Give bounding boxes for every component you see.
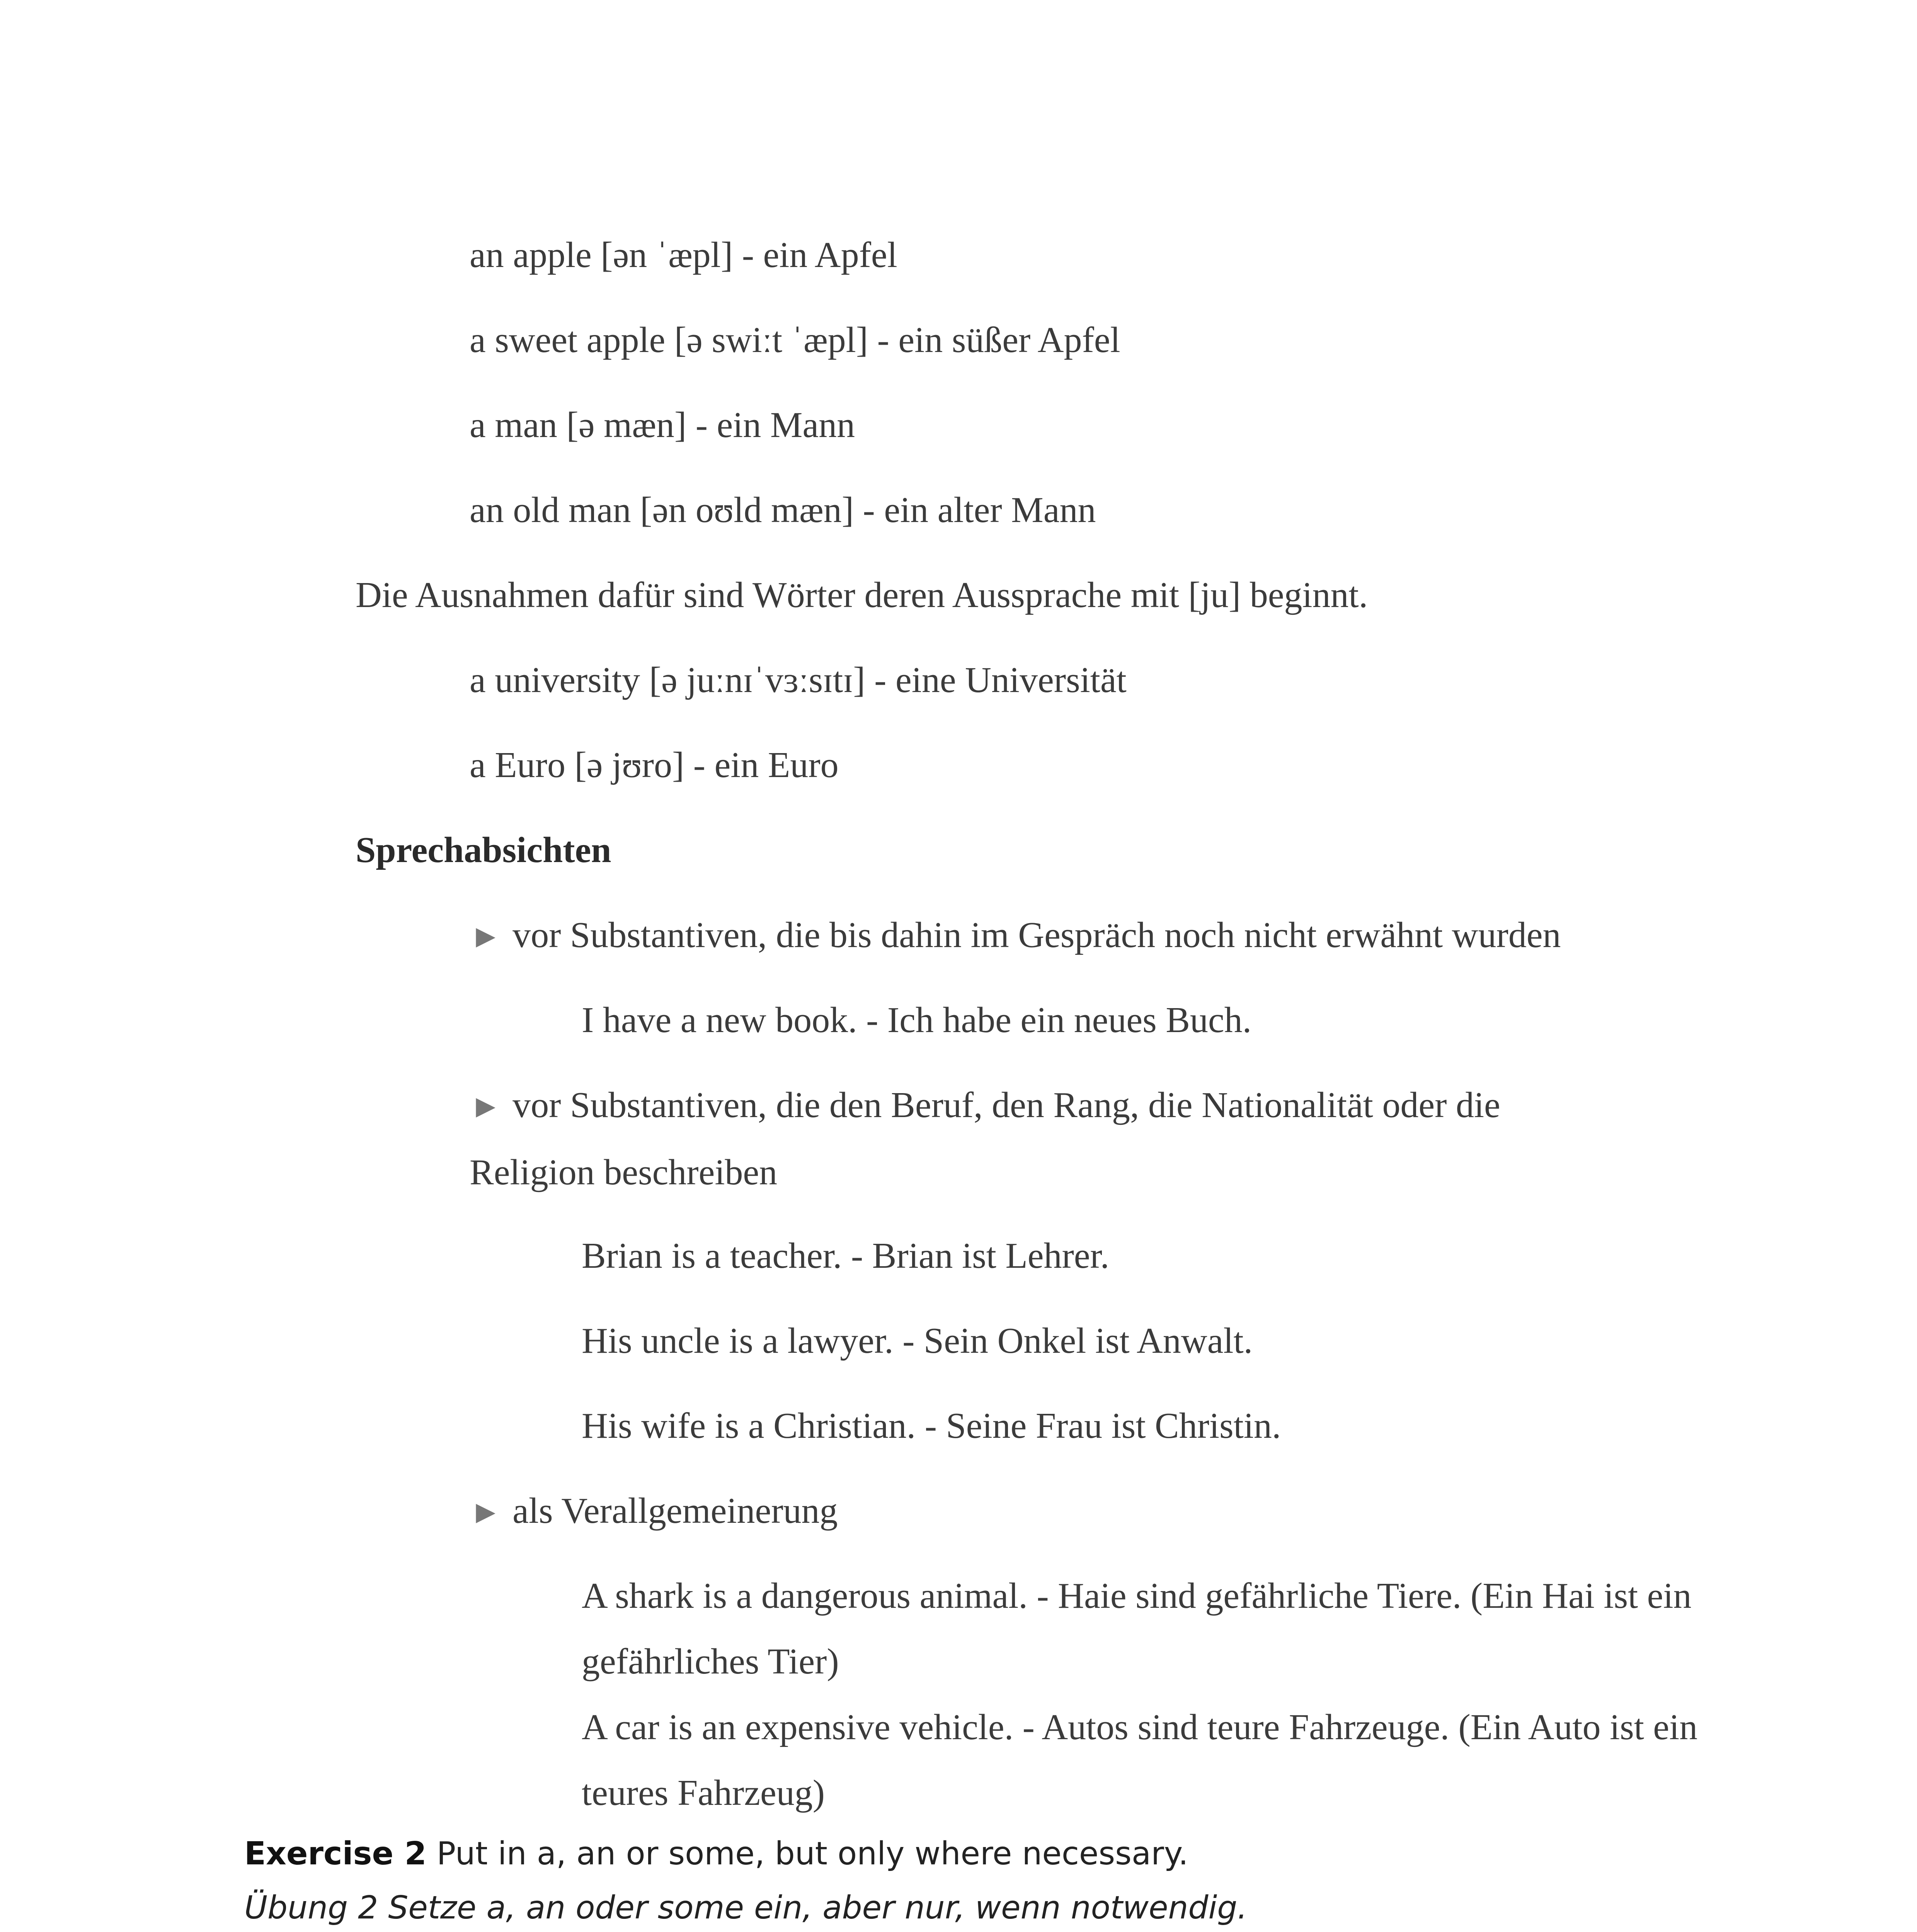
- example-line: an apple [ən ˈæpl] - ein Apfel: [470, 235, 897, 275]
- exception-note: Die Ausnahmen dafür sind Wörter deren Aussprache mit [ju] beginnt.: [356, 575, 1368, 615]
- exercise-instruction-de: Übung 2 Setze a, an oder some ein, aber nur, wenn notwendig.: [244, 1889, 1248, 1926]
- bullet-example: I have a new book. - Ich habe ein neues Buch.: [582, 1000, 1252, 1040]
- bullet-example: Brian is a teacher. - Brian ist Lehrer.: [582, 1236, 1110, 1276]
- bullet-text: als Verallgemeinerung: [512, 1491, 838, 1531]
- bullet-example: His uncle is a lawyer. - Sein Onkel ist Anwalt.: [582, 1321, 1253, 1361]
- bullet-triangle-icon: ►: [470, 918, 502, 954]
- bullet-item: [470, 1072, 1629, 1205]
- bullet-example: His wife is a Christian. - Seine Frau ist Christin.: [582, 1406, 1281, 1446]
- exercise-instruction: Put in a, an or some, but only where necessary.: [436, 1835, 1188, 1872]
- example-line: an old man [ən oʊld mæn] - ein alter Mann: [470, 490, 1096, 530]
- bullet-example: A car is an expensive vehicle. - Autos sind teure Fahrzeuge. (Ein Auto ist ein teures Fahrzeug): [582, 1707, 1698, 1813]
- bullet-text: vor Substantiven, die bis dahin im Gespräch noch nicht erwähnt wurden: [512, 915, 1561, 955]
- example-line: a Euro [ə jʊro] - ein Euro: [470, 745, 839, 785]
- example-line: a man [ə mæn] - ein Mann: [470, 405, 855, 445]
- bullet-item: [470, 1478, 838, 1545]
- section-heading: Sprechabsichten: [356, 830, 611, 870]
- bullet-triangle-icon: ►: [470, 1088, 502, 1124]
- example-line: a university [ə juːnɪˈvɜːsɪtɪ] - eine Universität: [470, 660, 1127, 700]
- exercise-title: Exercise 2: [244, 1835, 427, 1872]
- bullet-triangle-icon: ►: [470, 1494, 502, 1530]
- example-line: a sweet apple [ə swiːt ˈæpl] - ein süßer Apfel: [470, 320, 1120, 360]
- exercise-header: [244, 1827, 1188, 1881]
- bullet-item: [470, 902, 1561, 969]
- bullet-example: A shark is a dangerous animal. - Haie sind gefährliche Tiere. (Ein Hai ist ein gefährliches Tier): [582, 1576, 1692, 1682]
- bullet-text: vor Substantiven, die den Beruf, den Rang, die Nationalität oder die Religion beschreiben: [470, 1085, 1500, 1192]
